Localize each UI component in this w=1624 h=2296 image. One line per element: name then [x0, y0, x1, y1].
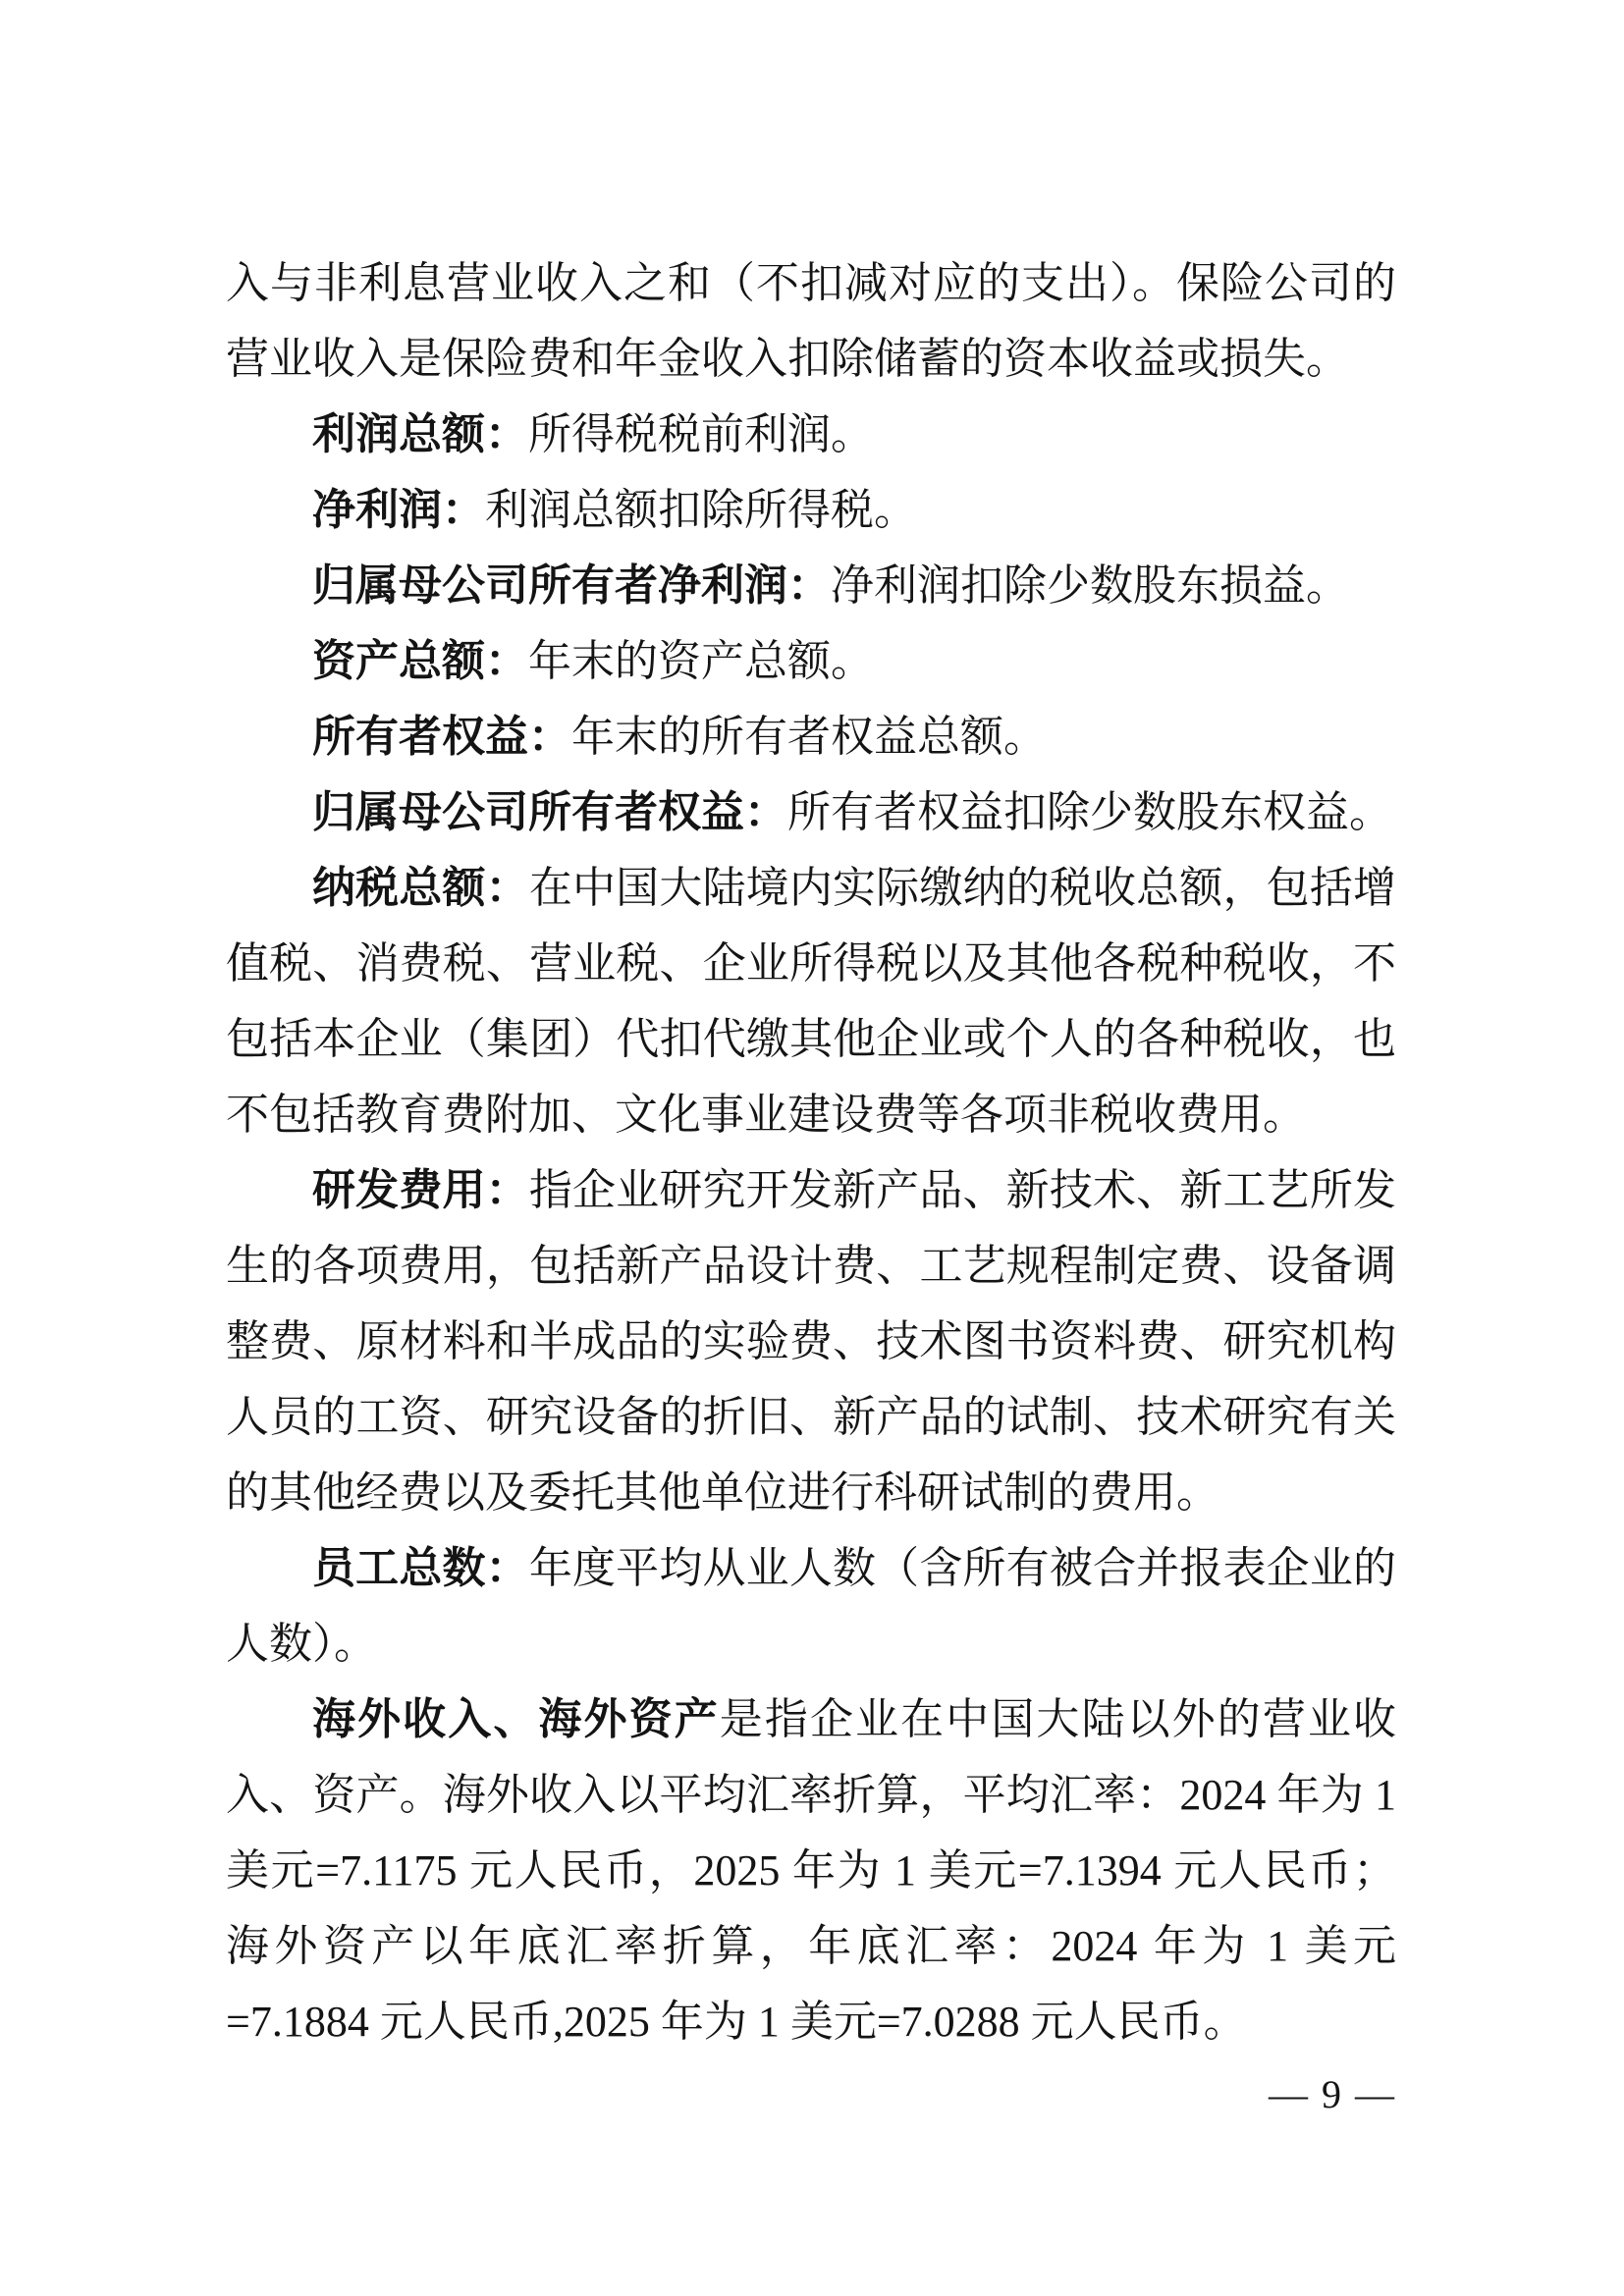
term-label: 净利润： — [312, 486, 485, 534]
term-label: 归属母公司所有者净利润： — [312, 561, 831, 610]
definition-text: 入与非利息营业收入之和（不扣减对应的支出）。保险公司的营业收入是保险费和年金收入扣除储蓄的资本收益或损失。 — [226, 259, 1396, 383]
page-number: — 9 — — [1269, 2072, 1396, 2116]
term-label: 所有者权益： — [312, 713, 571, 761]
definition-text: 利润总额扣除所得税。 — [485, 486, 917, 534]
definition-text: 年末的所有者权益总额。 — [571, 713, 1047, 761]
term-label: 研发费用： — [312, 1166, 529, 1214]
paragraph-revenue-note-continuation — [226, 245, 1396, 397]
definition-total-employees — [226, 1530, 1396, 1682]
definition-text: 指企业研究开发新产品、新技术、新工艺所发生的各项费用，包括新产品设计费、工艺规程制定费、设备调整费、原材料和半成品的实验费、技术图书资料费、研究机构人员的工资、研究设备的折旧、新产品的试制、技术研究有关的其他经费以及委托其他单位进行科研试制的费用。 — [226, 1166, 1397, 1517]
term-label: 员工总数： — [312, 1544, 529, 1592]
document-body — [226, 245, 1396, 2059]
definition-text: 年末的资产总额。 — [528, 637, 874, 685]
definition-net-profit — [226, 472, 1396, 548]
definition-total-assets — [226, 623, 1396, 699]
definition-total-profit — [226, 397, 1396, 472]
term-label: 利润总额： — [312, 410, 528, 458]
definition-text: 是指企业在中国大陆以外的营业收入、资产。海外收入以平均汇率折算，平均汇率：2024 年为 1 美元=7.1175 元人民币，2025 年为 1 美元=7.1394 元人民币；海外资产以年底汇率折算，年底汇率：2024 年为 1 美元=7.1884 元人民币,2025 年为 1 美元=7.0288 元人民币。 — [226, 1695, 1397, 2046]
definition-text: 净利润扣除少数股东损益。 — [831, 561, 1349, 610]
definition-overseas-revenue-assets — [226, 1682, 1396, 2059]
term-label: 资产总额： — [312, 637, 528, 685]
definition-rd-expense — [226, 1152, 1396, 1530]
term-label: 纳税总额： — [312, 864, 529, 912]
definition-text: 所有者权益扣除少数股东权益。 — [787, 788, 1392, 836]
definition-text: 年度平均从业人数（含所有被合并报表企业的人数）。 — [226, 1544, 1397, 1668]
term-label: 海外收入、海外资产 — [312, 1695, 720, 1743]
definition-owners-equity — [226, 699, 1396, 774]
definition-total-tax — [226, 850, 1396, 1152]
definition-text: 所得税税前利润。 — [528, 410, 874, 458]
definition-text: 在中国大陆境内实际缴纳的税收总额，包括增值税、消费税、营业税、企业所得税以及其他各税种税收，不包括本企业（集团）代扣代缴其他企业或个人的各种税收，也不包括教育费附加、文化事业建设费等各项非税收费用。 — [226, 864, 1397, 1139]
definition-equity-attributable-to-parent — [226, 774, 1396, 850]
term-label: 归属母公司所有者权益： — [312, 788, 787, 836]
definition-net-profit-attributable-to-parent — [226, 548, 1396, 623]
